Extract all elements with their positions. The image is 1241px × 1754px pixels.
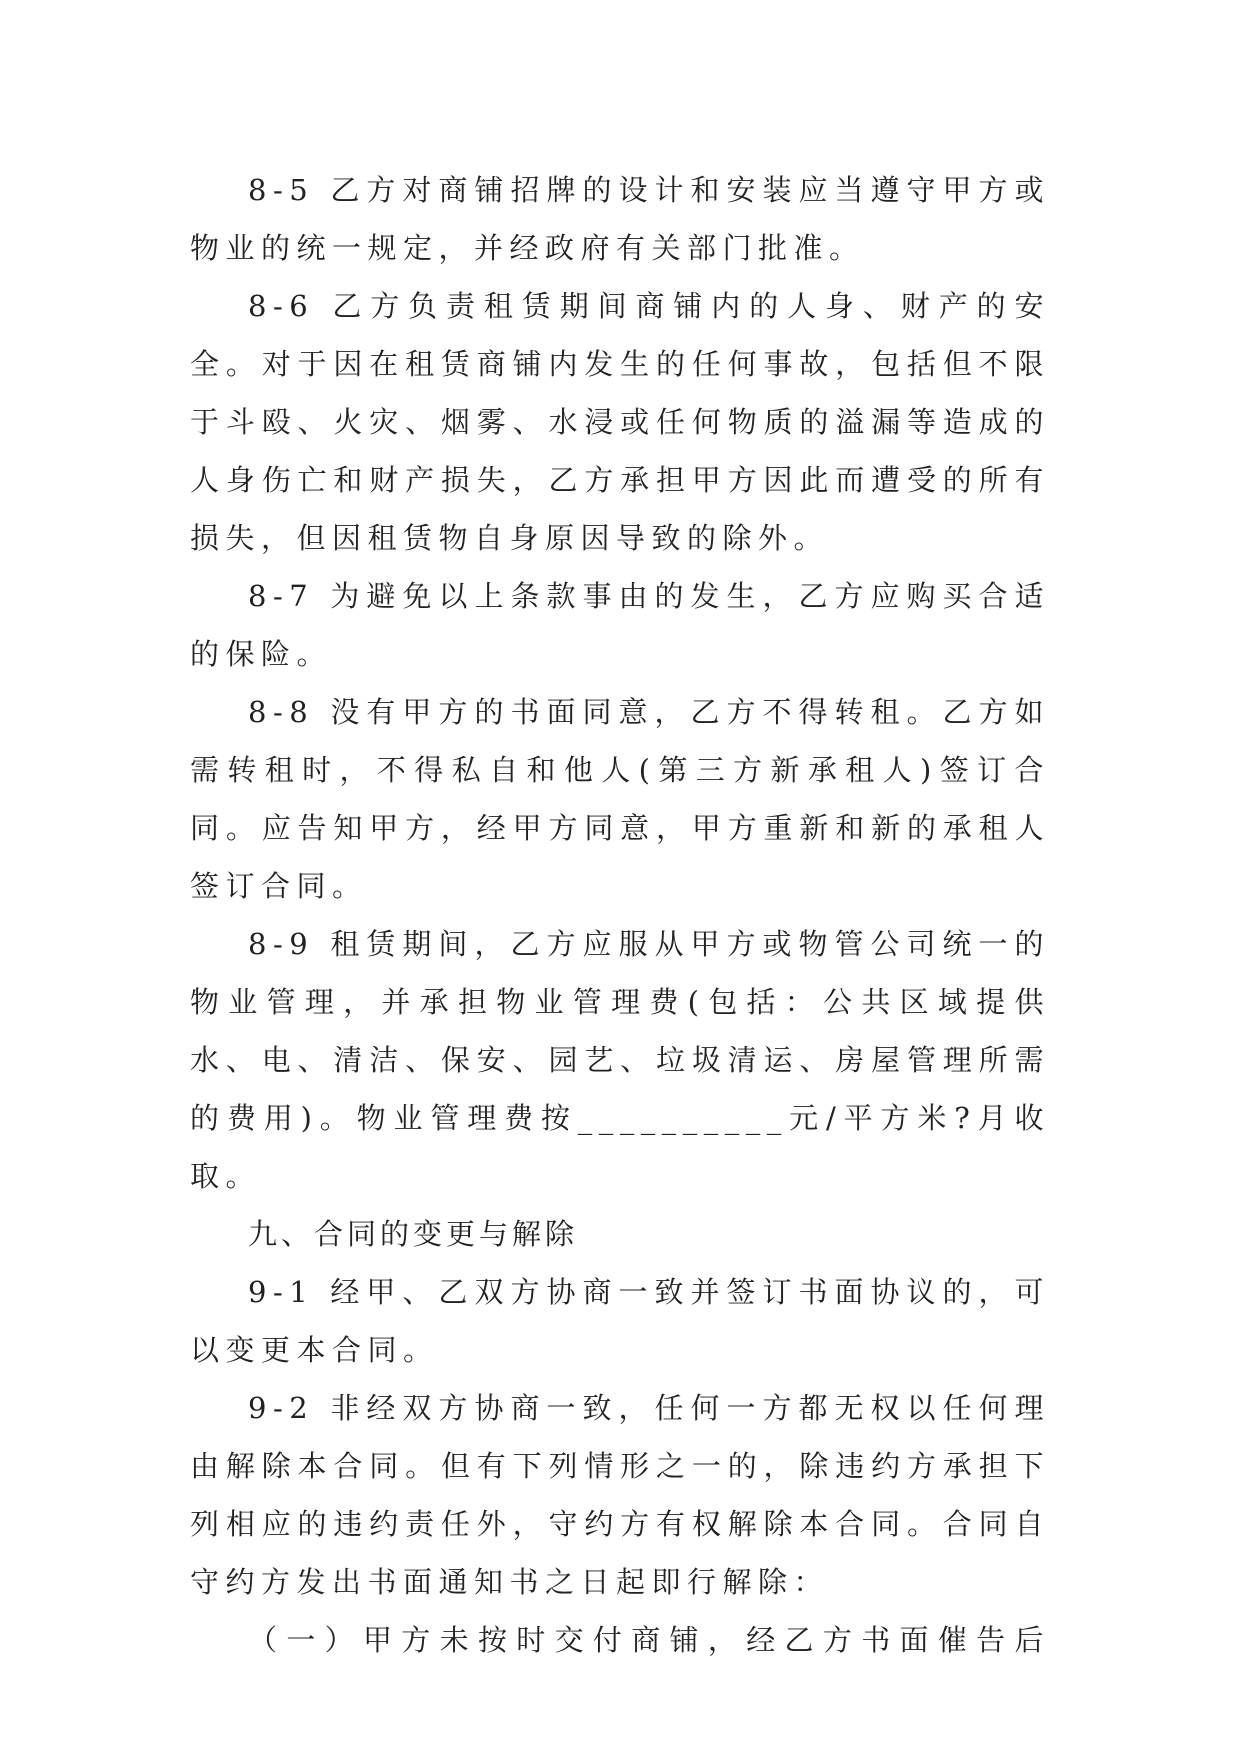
clause-9-2-item-1: （一）甲方未按时交付商铺，经乙方书面催告后 bbox=[248, 1623, 1050, 1657]
clause-8-5: 8-5 乙方对商铺招牌的设计和安装应当遵守甲方或物业的统一规定，并经政府有关部门批准。 bbox=[190, 173, 1050, 265]
clause-9-2: 9-2 非经双方协商一致，任何一方都无权以任何理由解除本合同。但有下列情形之一的，除违约方承担下列相应的违约责任外，守约方有权解除本合同。合同自守约方发出书面通知书之日起即行解除： bbox=[190, 1391, 1050, 1599]
clause-8-8: 8-8 没有甲方的书面同意，乙方不得转租。乙方如需转租时，不得私自和他人(第三方新承租人)签订合同。应告知甲方，经甲方同意，甲方重新和新的承租人签订合同。 bbox=[190, 695, 1050, 903]
contract-body bbox=[190, 161, 1050, 1669]
clause-8-9: 8-9 租赁期间，乙方应服从甲方或物管公司统一的物业管理，并承担物业管理费(包括：公共区域提供水、电、清洁、保安、园艺、垃圾清运、房屋管理所需的费用)。物业管理费按__________元/平方米?月收取。 bbox=[190, 927, 1050, 1193]
clause-8-7: 8-7 为避免以上条款事由的发生，乙方应购买合适的保险。 bbox=[190, 579, 1050, 671]
section-9-heading: 九、合同的变更与解除 bbox=[248, 1217, 579, 1251]
clause-8-6: 8-6 乙方负责租赁期间商铺内的人身、财产的安全。对于因在租赁商铺内发生的任何事故，包括但不限于斗殴、火灾、烟雾、水浸或任何物质的溢漏等造成的人身伤亡和财产损失，乙方承担甲方因此而遭受的所有损失，但因租赁物自身原因导致的除外。 bbox=[190, 289, 1050, 555]
clause-9-1: 9-1 经甲、乙双方协商一致并签订书面协议的，可以变更本合同。 bbox=[190, 1275, 1050, 1367]
